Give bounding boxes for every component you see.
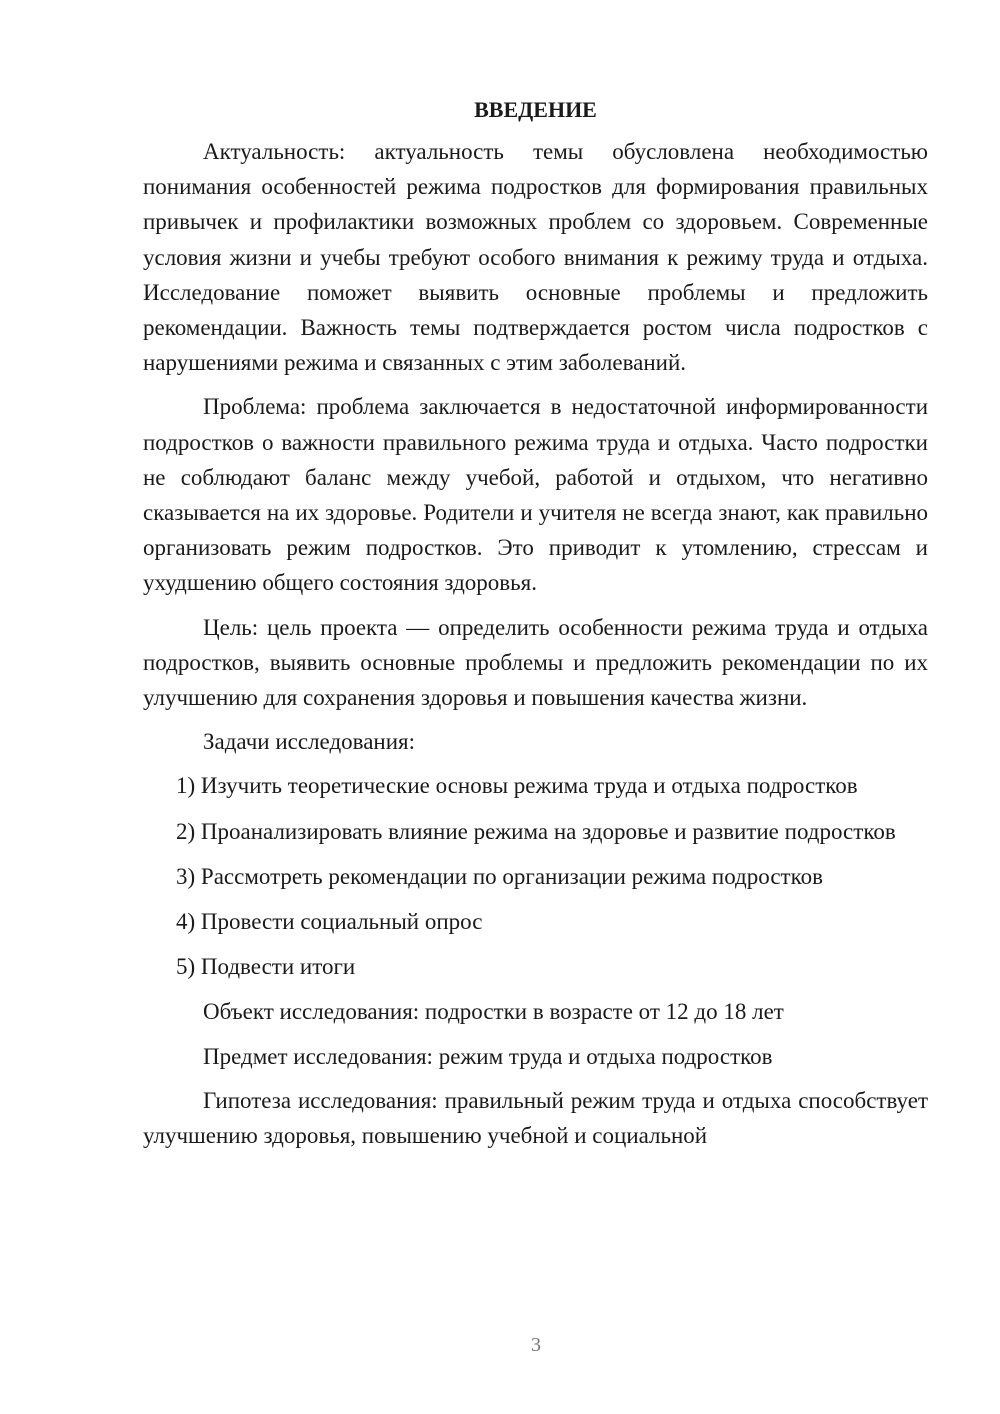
paragraph-hypothesis: Гипотеза исследования: правильный режим труда и отдыха способствует улучшению здоровья, повышению учебной и социальной bbox=[143, 1087, 928, 1149]
paragraph-goal: Цель: цель проекта — определить особенности режима труда и отдыха подростков, выявить основные проблемы и предложить рекомендации по их улучшению для сохранения здоровья и повышения качества жизни. bbox=[143, 614, 928, 711]
paragraph-subject: Предмет исследования: режим труда и отдыха подростков bbox=[203, 1043, 773, 1069]
paragraph-problem: Проблема: проблема заключается в недостаточной информированности подростков о важности правильного режима труда и отдыха. Часто подростки не соблюдают баланс между учебой, работой и отдыхом, что негативно сказывается на их здоровье. Родители и учителя не всегда знают, как правильно организовать режим подростков. Это приводит к утомлению, стрессам и ухудшению общего состояния здоровья. bbox=[143, 394, 928, 596]
tasks-heading: Задачи исследования: bbox=[203, 729, 416, 755]
task-item-5: 5) Подвести итоги bbox=[176, 954, 356, 980]
task-item-4: 4) Провести социальный опрос bbox=[176, 909, 483, 935]
task-item-2: 2) Проанализировать влияние режима на здоровье и развитие подростков bbox=[176, 818, 896, 844]
page-content bbox=[143, 92, 928, 1162]
task-item-3: 3) Рассмотреть рекомендации по организации режима подростков bbox=[176, 863, 823, 889]
task-item-1: 1) Изучить теоретические основы режима труда и отдыха подростков bbox=[176, 773, 858, 799]
paragraph-object: Объект исследования: подростки в возрасте от 12 до 18 лет bbox=[203, 999, 784, 1025]
page-number: 3 bbox=[531, 1334, 541, 1356]
paragraph-relevance: Актуальность: актуальность темы обусловлена необходимостью понимания особенностей режима подростков для формирования правильных привычек и профилактики возможных проблем со здоровьем. Современные условия жизни и учебы требуют особого внимания к режиму труда и отдыха. Исследование поможет выявить основные проблемы и предложить рекомендации. Важность темы подтверждается ростом числа подростков с нарушениями режима и связанных с этим заболеваний. bbox=[143, 139, 928, 376]
section-title: ВВЕДЕНИЕ bbox=[474, 97, 597, 122]
